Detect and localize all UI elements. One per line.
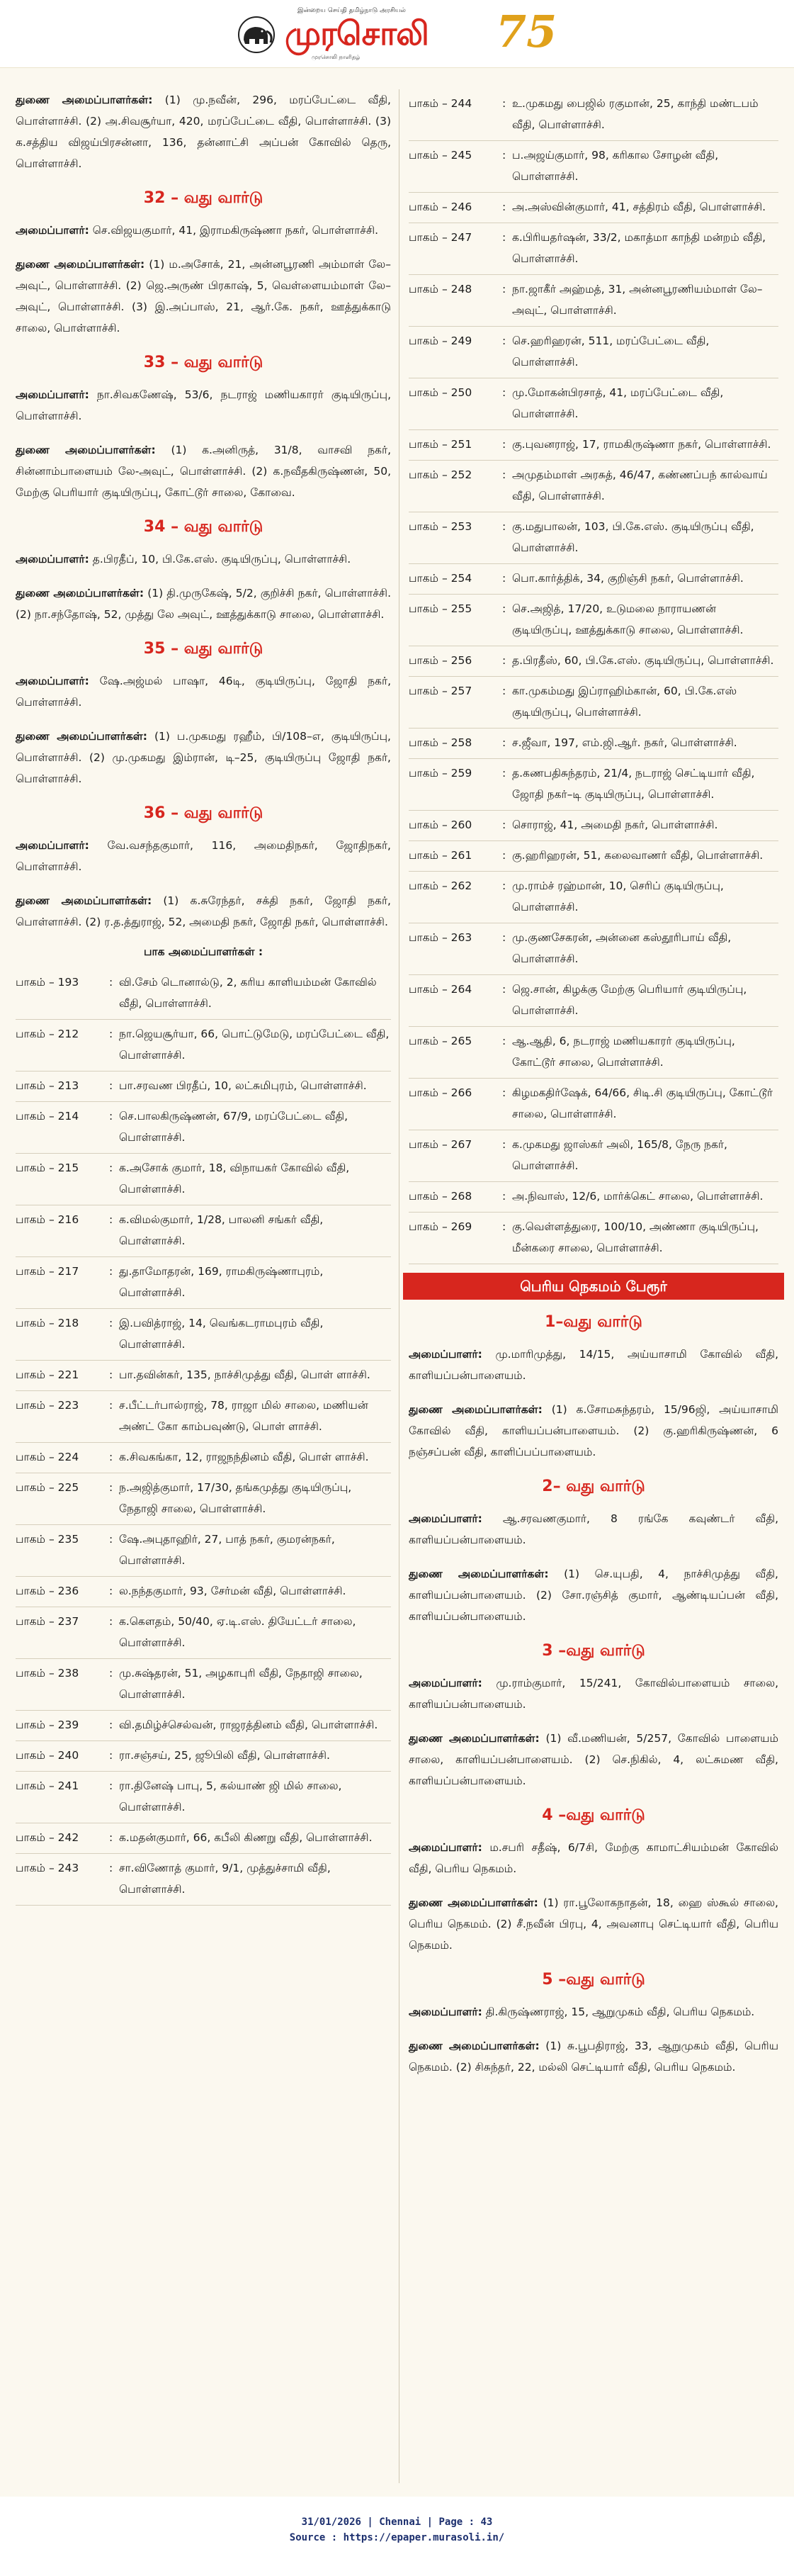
role-label: துணை அமைப்பாளர்கள்: bbox=[16, 730, 147, 743]
booth-number: பாகம் – 253 bbox=[409, 520, 472, 533]
appointment-paragraph bbox=[16, 835, 391, 877]
booth-entry bbox=[16, 1443, 391, 1473]
booth-entry bbox=[16, 1854, 391, 1906]
separator: : bbox=[109, 1533, 113, 1546]
appointee-details: (1) செ.யுபதி, 4, நாச்சிமுத்து வீதி, காளியப்பன்பாளையம். (2) சோ.ரஞ்சித் குமார், ஆண்டியப்பன் வீதி, காளியப்பன்பாளையம். bbox=[409, 1568, 778, 1623]
role-label: துணை அமைப்பாளர்கள்: bbox=[16, 258, 145, 271]
booth-appointee: மு.ராம்ச் ரஹ்மான், 10, செரிப் குடியிருப்பு, பொள்ளாச்சி. bbox=[512, 879, 724, 913]
booth-number: பாகம் – 243 bbox=[16, 1862, 79, 1874]
appointee-details: வே.வசந்தகுமார், 116, அமைதிநகர், ஜோதிநகர், பொள்ளாச்சி. bbox=[16, 839, 391, 873]
booth-appointee: அ.அஸ்வின்குமார், 41, சத்திரம் வீதி, பொள்ளாச்சி. bbox=[512, 201, 766, 213]
separator: : bbox=[502, 685, 506, 697]
booth-appointee: சொராஜ், 41, அமைதி நகர், பொள்ளாச்சி. bbox=[512, 819, 718, 831]
booth-number: பாகம் – 217 bbox=[16, 1265, 79, 1278]
article-body bbox=[0, 67, 794, 2497]
booth-appointee: பா.சரவண பிரதீப், 10, லட்சுமிபுரம், பொள்ளாச்சி. bbox=[119, 1079, 367, 1092]
separator: : bbox=[109, 1162, 113, 1174]
separator: : bbox=[502, 572, 506, 585]
appointee-details: (1) வீ.மணியன், 5/257, கோவில் பாளையம் சாலை, காளியப்பன்பாளையம். (2) செ.நிகில், 4, லட்சுமண வீதி, காளியப்பன்பாளையம். bbox=[409, 1732, 778, 1787]
separator: : bbox=[109, 1317, 113, 1329]
separator: : bbox=[502, 231, 506, 244]
booth-appointee: கு.ஹரிஹரன், 51, கலைவாணர் வீதி, பொள்ளாச்சி. bbox=[512, 849, 764, 862]
booth-number: பாகம் – 241 bbox=[16, 1779, 79, 1792]
booth-number: பாகம் – 261 bbox=[409, 849, 472, 862]
separator: : bbox=[109, 1749, 113, 1762]
booth-appointee: வி.தமிழ்ச்செல்வன், ராஜரத்தினம் வீதி, பொள்ளாச்சி. bbox=[119, 1719, 378, 1731]
appointment-paragraph bbox=[409, 2001, 778, 2023]
appointee-details: (1) தி.முருகேஷ், 5/2, குறிச்சி நகர், பொள்ளாச்சி. (2) நா.சந்தோஷ், 52, முத்து லே அவுட், ஊத்துக்காடு சாலை, பொள்ளாச்சி. bbox=[16, 587, 391, 621]
appointment-paragraph bbox=[16, 89, 391, 174]
page-footer bbox=[0, 2514, 794, 2557]
booth-entry bbox=[409, 1213, 778, 1264]
booth-number: பாகம் – 251 bbox=[409, 438, 472, 451]
booth-appointee: அமுதம்மாள் அரசுத், 46/47, கண்ணப்பந் கால்வாய் வீதி, பொள்ளாச்சி. bbox=[512, 468, 768, 502]
appointment-paragraph bbox=[16, 583, 391, 625]
ward-heading: 33 – வது வார்டு bbox=[143, 354, 263, 371]
booth-number: பாகம் – 221 bbox=[16, 1368, 79, 1381]
ward-heading: 34 – வது வார்டு bbox=[143, 518, 263, 536]
booth-number: பாகம் – 254 bbox=[409, 572, 472, 585]
booth-appointee: க.கௌதம், 50/40, ஏ.டி.எஸ். தியேட்டர் சாலை, பொள்ளாச்சி. bbox=[119, 1615, 356, 1649]
booth-appointee: அ.நிவாஸ், 12/6, மார்க்கெட் சாலை, பொள்ளாச்சி. bbox=[512, 1190, 764, 1203]
appointee-details: (1) சு.பூபதிராஜ், 33, ஆறுமுகம் வீதி, பெரிய நெகமம். (2) சிசுந்தர், 22, மல்லி செட்டியார் வீதி, பெரிய நெகமம். bbox=[409, 2040, 779, 2074]
separator: : bbox=[109, 1779, 113, 1792]
booth-entry bbox=[409, 378, 778, 430]
booth-appointee: ல.நந்தகுமார், 93, சேர்மன் வீதி, பொள்ளாச்சி. bbox=[119, 1585, 346, 1597]
role-label: துணை அமைப்பாளர்கள்: bbox=[409, 2040, 540, 2052]
booth-appointee: இ.பவித்ராஜ், 14, வெங்கடராமபுரம் வீதி, பொள்ளாச்சி. bbox=[119, 1317, 324, 1351]
booth-number: பாகம் – 260 bbox=[409, 819, 472, 831]
footer-date-page: 31/01/2026 | Chennai | Page : 43 bbox=[301, 2516, 493, 2528]
booth-entry bbox=[16, 1205, 391, 1257]
booth-number: பாகம் – 259 bbox=[409, 767, 472, 780]
appointment-paragraph bbox=[409, 1892, 778, 1956]
role-label: துணை அமைப்பாளர்கள்: bbox=[409, 1568, 549, 1580]
booth-entry bbox=[409, 975, 778, 1027]
booth-entry bbox=[409, 646, 778, 677]
ward-heading: 32 – வது வார்டு bbox=[143, 189, 263, 207]
role-label: துணை அமைப்பாளர்கள்: bbox=[409, 1403, 543, 1416]
appointee-details: (1) ரா.பூலோகநாதன், 18, ஹை ஸ்கூல் சாலை, பெரிய நெகமம். (2) சீ.நவீன் பிரபு, 4, அவனாபு செட்டியார் வீதி, பெரிய நெகமம். bbox=[409, 1896, 778, 1952]
booth-appointee: மு.சுஷ்தரன், 51, அழகாபுரி வீதி, நேதாஜி சாலை, பொள்ளாச்சி. bbox=[119, 1667, 363, 1701]
booth-entry bbox=[16, 1607, 391, 1659]
separator: : bbox=[502, 97, 506, 110]
booth-appointee: து.தாமோதரன், 169, ராமகிருஷ்ணாபுரம், பொள்ளாச்சி. bbox=[119, 1265, 324, 1299]
role-label: அமைப்பாளர்: bbox=[409, 2006, 482, 2018]
booth-entry bbox=[409, 1182, 778, 1213]
booth-entry bbox=[409, 1027, 778, 1079]
booth-entry bbox=[16, 1020, 391, 1072]
appointment-paragraph bbox=[16, 254, 391, 339]
elephant-emblem-icon bbox=[234, 16, 279, 54]
booth-entry bbox=[409, 759, 778, 811]
booth-appointee: பா.தவின்கர், 135, நாச்சிமுத்து வீதி, பொள் ளாச்சி. bbox=[119, 1368, 370, 1381]
booth-number: பாகம் – 250 bbox=[409, 386, 472, 399]
booth-number: பாகம் – 262 bbox=[409, 879, 472, 892]
separator: : bbox=[109, 1719, 113, 1731]
ward-heading: 4 –வது வார்டு bbox=[542, 1806, 645, 1824]
booth-number: பாகம் – 240 bbox=[16, 1749, 79, 1762]
separator: : bbox=[502, 1220, 506, 1233]
section-banner: பெரிய நெகமம் பேரூர் bbox=[403, 1273, 784, 1300]
booth-entry bbox=[409, 430, 778, 461]
booth-entry bbox=[16, 1741, 391, 1772]
separator: : bbox=[109, 1831, 113, 1844]
appointment-paragraph bbox=[409, 1399, 778, 1463]
booth-entry bbox=[16, 1711, 391, 1741]
booth-number: பாகம் – 216 bbox=[16, 1213, 79, 1226]
booth-appointee: பொ.கார்த்திக், 34, குறிஞ்சி நகர், பொள்ளாச்சி. bbox=[512, 572, 744, 585]
booth-entry bbox=[16, 1309, 391, 1361]
booth-number: பாகம் – 193 bbox=[16, 976, 79, 989]
booth-entry bbox=[16, 1473, 391, 1525]
booth-entry bbox=[409, 327, 778, 378]
booth-appointee: க.சிவகங்கா, 12, ராஜநந்தினம் வீதி, பொள் ளாச்சி. bbox=[119, 1451, 369, 1463]
booth-number: பாகம் – 238 bbox=[16, 1667, 79, 1680]
appointment-paragraph bbox=[16, 549, 391, 570]
booth-number: பாகம் – 248 bbox=[409, 283, 472, 296]
booth-number: பாகம் – 224 bbox=[16, 1451, 79, 1463]
booth-number: பாகம் – 252 bbox=[409, 468, 472, 481]
booth-appointee: கிழமகதிர்ஷேக், 64/66, சிடி.சி குடியிருப்பு, கோட்டூர் சாலை, பொள்ளாச்சி. bbox=[512, 1086, 773, 1120]
ward-heading: 3 –வது வார்டு bbox=[542, 1642, 645, 1660]
booth-appointee: மு.மோகன்பிரசாத், 41, மரப்பேட்டை வீதி, பொள்ளாச்சி. bbox=[512, 386, 724, 420]
appointment-paragraph bbox=[409, 1837, 778, 1879]
separator: : bbox=[502, 1086, 506, 1099]
booth-entry bbox=[409, 275, 778, 327]
booth-number: பாகம் – 258 bbox=[409, 736, 472, 749]
booth-number: பாகம் – 247 bbox=[409, 231, 472, 244]
booth-number: பாகம் – 255 bbox=[409, 602, 472, 615]
separator: : bbox=[109, 976, 113, 989]
booth-appointee: மு.குணசேகரன், அன்னை கஸ்தூரிபாய் வீதி, பொள்ளாச்சி. bbox=[512, 931, 732, 965]
role-label: துணை அமைப்பாளர்கள்: bbox=[409, 1896, 538, 1909]
separator: : bbox=[502, 602, 506, 615]
role-label: அமைப்பாளர்: bbox=[16, 224, 89, 237]
role-label: அமைப்பாளர்: bbox=[16, 839, 89, 852]
booth-appointee: ஆ.ஆதி, 6, நடராஜ் மணியகாரர் குடியிருப்பு, கோட்டூர் சாலை, பொள்ளாச்சி. bbox=[512, 1035, 735, 1069]
role-label: அமைப்பாளர்: bbox=[16, 388, 89, 401]
appointee-details: ஆ.சரவணகுமார், 8 ரங்கே கவுண்டர் வீதி, காளியப்பன்பாளையம். bbox=[409, 1512, 778, 1546]
booth-entry bbox=[409, 872, 778, 923]
booth-entry bbox=[16, 1154, 391, 1205]
role-label: துணை அமைப்பாளர்கள்: bbox=[16, 444, 156, 456]
separator: : bbox=[502, 819, 506, 831]
booth-appointee: செ.அஜித், 17/20, உடுமலை நாராயணன் குடியிருப்பு, ஊத்துக்காடு சாலை, பொள்ளாச்சி. bbox=[512, 602, 744, 636]
ward-heading: 35 – வது வார்டு bbox=[143, 640, 263, 658]
booth-appointee: கு.புவனராஜ், 17, ராமகிருஷ்ணா நகர், பொள்ளாச்சி. bbox=[512, 438, 771, 451]
left-column bbox=[16, 89, 391, 1906]
booth-appointee: ந.அஜித்குமார், 17/30, தங்கமுத்து குடியிருப்பு, நேதாஜி சாலை, பொள்ளாச்சி. bbox=[119, 1481, 352, 1515]
ward-heading: 36 – வது வார்டு bbox=[143, 804, 263, 822]
role-label: துணை அமைப்பாளர்கள்: bbox=[16, 587, 144, 600]
appointee-details: ஷே.அஜ்மல் பாஷா, 46டி, குடியிருப்பு, ஜோதி நகர், பொள்ளாச்சி. bbox=[16, 675, 391, 709]
separator: : bbox=[109, 1667, 113, 1680]
appointee-details: மு.ராம்குமார், 15/241, கோவில்பாளையம் சாலை, காளியப்பன்பாளையம். bbox=[409, 1677, 778, 1711]
booth-number: பாகம் – 245 bbox=[409, 149, 472, 162]
booth-appointee: செ.பாலகிருஷ்ணன், 67/9, மரப்பேட்டை வீதி, பொள்ளாச்சி. bbox=[119, 1110, 348, 1144]
booth-appointee: ரா.சஞ்சய், 25, ஜூபிலி வீதி, பொள்ளாச்சி. bbox=[119, 1749, 330, 1762]
booth-entry bbox=[16, 1772, 391, 1823]
booth-entry bbox=[409, 1079, 778, 1130]
booth-appointee: க.மதன்குமார், 66, கபீலி கிணறு வீதி, பொள்ளாச்சி. bbox=[119, 1831, 373, 1844]
booth-appointee: க.அசோக் குமார், 18, விநாயகர் கோவில் வீதி, பொள்ளாச்சி. bbox=[119, 1162, 350, 1196]
booth-number: பாகம் – 223 bbox=[16, 1399, 79, 1412]
role-label: துணை அமைப்பாளர்கள்: bbox=[16, 894, 152, 907]
booth-appointee: சா.விணோத் குமார், 9/1, முத்துச்சாமி வீதி, பொள்ளாச்சி. bbox=[119, 1862, 331, 1896]
booth-number: பாகம் – 239 bbox=[16, 1719, 79, 1731]
booth-entry bbox=[409, 461, 778, 512]
booth-appointee: ச.பீட்டர்பால்ராஜ், 78, ராஜா மில் சாலை, மணியன் அண்ட் கோ காம்பவுண்டு, பொள் ளாச்சி. bbox=[119, 1399, 368, 1433]
appointment-paragraph bbox=[409, 1563, 778, 1627]
booth-appointee: கு.வெள்ளத்துரை, 100/10, அண்ணா குடியிருப்பு, மீன்கரை சாலை, பொள்ளாச்சி. bbox=[512, 1220, 759, 1254]
appointment-paragraph bbox=[409, 1728, 778, 1792]
booth-entry bbox=[409, 811, 778, 841]
booth-entry bbox=[409, 512, 778, 564]
booth-entry bbox=[409, 564, 778, 595]
appointee-details: (1) க.சோமசுந்தரம், 15/96ஜி, அய்யாசாமி கோவில் வீதி, காளியப்பன்பாளையம். (2) கு.ஹரிகிருஷ்ணன், 6 நஞ்சப்பன் வீதி, காளிப்பப்பாளையம். bbox=[409, 1403, 778, 1458]
separator: : bbox=[109, 1481, 113, 1494]
booth-entry bbox=[409, 193, 778, 223]
booth-entry bbox=[16, 968, 391, 1020]
appointment-paragraph bbox=[16, 220, 391, 241]
booth-entry bbox=[16, 1072, 391, 1102]
booth-entry bbox=[16, 1361, 391, 1391]
appointment-paragraph bbox=[409, 1508, 778, 1551]
separator: : bbox=[502, 149, 506, 162]
booth-entry bbox=[409, 923, 778, 975]
separator: : bbox=[502, 654, 506, 667]
appointee-details: ம.சபரி சதீஷ், 6/7சி, மேற்கு காமாட்சியம்மன் கோவில் வீதி, பெரிய நெகமம். bbox=[409, 1841, 778, 1875]
booth-entry bbox=[16, 1102, 391, 1154]
booth-number: பாகம் – 214 bbox=[16, 1110, 79, 1123]
masthead-logo bbox=[234, 7, 567, 62]
booth-number: பாகம் – 215 bbox=[16, 1162, 79, 1174]
booth-number: பாகம் – 269 bbox=[409, 1220, 472, 1233]
anniversary-number: 75 bbox=[496, 6, 557, 57]
separator: : bbox=[109, 1079, 113, 1092]
ward-heading: 1–வது வார்டு bbox=[545, 1313, 642, 1331]
masthead-subtitle: முரசொலி நாளிதழ் bbox=[312, 54, 361, 60]
appointment-paragraph bbox=[409, 1672, 778, 1715]
appointment-paragraph bbox=[16, 726, 391, 789]
appointment-paragraph bbox=[16, 890, 391, 933]
booth-entry bbox=[409, 729, 778, 759]
booth-appointee: வி.சேம் டொனால்டு, 2, கரிய காளியம்மன் கோவில் வீதி, பொள்ளாச்சி. bbox=[119, 976, 377, 1010]
booth-number: பாகம் – 235 bbox=[16, 1533, 79, 1546]
booth-number: பாகம் – 263 bbox=[409, 931, 472, 944]
booth-entry bbox=[409, 595, 778, 646]
separator: : bbox=[502, 931, 506, 944]
appointment-paragraph bbox=[409, 2035, 778, 2078]
separator: : bbox=[502, 767, 506, 780]
separator: : bbox=[502, 468, 506, 481]
role-label: அமைப்பாளர்: bbox=[16, 553, 89, 566]
appointment-paragraph bbox=[409, 1344, 778, 1386]
separator: : bbox=[502, 334, 506, 347]
booth-number: பாகம் – 237 bbox=[16, 1615, 79, 1628]
masthead-title: முரசொலி bbox=[285, 14, 429, 52]
role-label: அமைப்பாளர்: bbox=[409, 1348, 482, 1361]
booth-appointee: த.கணபதிசுந்தரம், 21/4, நடராஜ் செட்டியார் வீதி, ஜோதி நகர்–டி குடியிருப்பு, பொள்ளாச்சி. bbox=[512, 767, 755, 801]
booth-entry bbox=[16, 1577, 391, 1607]
separator: : bbox=[502, 849, 506, 862]
booth-number: பாகம் – 225 bbox=[16, 1481, 79, 1494]
appointee-details: தி.கிருஷ்ணராஜ், 15, ஆறுமுகம் வீதி, பெரிய நெகமம். bbox=[482, 2006, 755, 2018]
booth-entry bbox=[16, 1391, 391, 1443]
booth-appointee: ஷே.அபுதாஹிர், 27, பாத் நகர், குமரன்நகர், பொள்ளாச்சி. bbox=[119, 1533, 335, 1567]
booth-number: பாகம் – 256 bbox=[409, 654, 472, 667]
booth-appointee: ப.அஜய்குமார், 98, கரிகால சோழன் வீதி, பொள்ளாச்சி. bbox=[512, 149, 719, 183]
booth-appointee: கா.முகம்மது இப்ராஹிம்கான், 60, பி.கே.எஸ் குடியிருப்பு, பொள்ளாச்சி. bbox=[512, 685, 737, 719]
appointee-details: செ.விஜயகுமார், 41, இராமகிருஷ்ணா நகர், பொள்ளாச்சி. bbox=[89, 224, 379, 237]
appointee-details: (1) க.அனிருத், 31/8, வாசவி நகர், சின்னாம்பாளையம் லே-அவுட், பொள்ளாச்சி. (2) க.நவீதகிருஷ்ணன், 50, மேற்கு பெரியார் குடியிருப்பு, கோட்டூர் சாலை, கோவை. bbox=[16, 444, 391, 499]
booth-entry bbox=[409, 1130, 778, 1182]
separator: : bbox=[109, 1862, 113, 1874]
masthead-tagline: இன்றைய செய்தி தமிழ்நாடு அரசியல் bbox=[297, 7, 406, 14]
booth-entry bbox=[409, 677, 778, 729]
booth-appointee: நா.ஜெயசூர்யா, 66, பொட்டுமேடு, மரப்பேட்டை வீதி, பொள்ளாச்சி. bbox=[119, 1028, 390, 1062]
booth-entry bbox=[16, 1525, 391, 1577]
separator: : bbox=[502, 1035, 506, 1047]
booth-appointee: ரா.தினேஷ் பாபு, 5, கல்யாண் ஜி மில் சாலை, பொள்ளாச்சி. bbox=[119, 1779, 342, 1813]
appointee-details: (1) க.சுரேந்தர், சக்தி நகர், ஜோதி நகர், பொள்ளாச்சி. (2) ர.த.த்துராஜ், 52, அமைதி நகர், ஜோதி நகர், பொள்ளாச்சி. bbox=[16, 894, 391, 928]
booth-number: பாகம் – 242 bbox=[16, 1831, 79, 1844]
appointee-details: த.பிரதீப், 10, பி.கே.எஸ். குடியிருப்பு, பொள்ளாச்சி. bbox=[89, 553, 351, 566]
right-column bbox=[409, 89, 778, 2091]
separator: : bbox=[502, 438, 506, 451]
booth-entry bbox=[409, 89, 778, 141]
booth-number: பாகம் – 264 bbox=[409, 983, 472, 996]
booth-entry bbox=[409, 223, 778, 275]
masthead bbox=[0, 0, 794, 67]
booth-appointee: ச.ஜீவா, 197, எம்.ஜி.ஆர். நகர், பொள்ளாச்சி. bbox=[512, 736, 737, 749]
booth-number: பாகம் – 266 bbox=[409, 1086, 472, 1099]
booth-number: பாகம் – 257 bbox=[409, 685, 472, 697]
separator: : bbox=[109, 1265, 113, 1278]
booth-number: பாகம் – 246 bbox=[409, 201, 472, 213]
booth-appointee: க.பிரியதர்ஷன், 33/2, மகாத்மா காந்தி மன்றம் வீதி, பொள்ளாச்சி. bbox=[512, 231, 766, 265]
booth-appointee: த.பிரதீஸ், 60, பி.கே.எஸ். குடியிருப்பு, பொள்ளாச்சி. bbox=[512, 654, 774, 667]
separator: : bbox=[109, 1028, 113, 1040]
separator: : bbox=[502, 386, 506, 399]
appointee-details: மு.மாரிமுத்து, 14/15, அய்யாசாமி கோவில் வீதி, காளியப்பன்பாளையம். bbox=[409, 1348, 778, 1382]
booth-entry bbox=[16, 1257, 391, 1309]
appointment-paragraph bbox=[16, 439, 391, 503]
appointment-paragraph bbox=[16, 670, 391, 713]
separator: : bbox=[109, 1451, 113, 1463]
booth-appointee: ஜெ.சான், கிழக்கு மேற்கு பெரியார் குடியிருப்பு, பொள்ளாச்சி. bbox=[512, 983, 747, 1017]
section-subheading: பாக அமைப்பாளர்கள் : bbox=[143, 945, 263, 958]
role-label: அமைப்பாளர்: bbox=[409, 1512, 482, 1525]
ward-heading: 2– வது வார்டு bbox=[542, 1478, 645, 1495]
booth-number: பாகம் – 268 bbox=[409, 1190, 472, 1203]
ward-heading: 5 –வது வார்டு bbox=[542, 1971, 645, 1989]
separator: : bbox=[109, 1615, 113, 1628]
separator: : bbox=[502, 736, 506, 749]
appointee-details: (1) ப.முகமது ரஹீம், பி/108–எ, குடியிருப்பு, பொள்ளாச்சி. (2) மு.முகமது இம்ரான், டி–25, குடியிருப்பு ஜோதி நகர், பொள்ளாச்சி. bbox=[16, 730, 391, 785]
separator: : bbox=[502, 520, 506, 533]
separator: : bbox=[502, 1138, 506, 1151]
separator: : bbox=[502, 201, 506, 213]
separator: : bbox=[502, 983, 506, 996]
booth-number: பாகம் – 213 bbox=[16, 1079, 79, 1092]
role-label: அமைப்பாளர்: bbox=[409, 1841, 482, 1854]
anniversary-badge bbox=[496, 6, 557, 62]
booth-number: பாகம் – 267 bbox=[409, 1138, 472, 1151]
booth-entry bbox=[16, 1659, 391, 1711]
booth-appointee: உ.முகமது பைஜில் ரகுமான், 25, காந்தி மண்டபம் வீதி, பொள்ளாச்சி. bbox=[512, 97, 759, 131]
separator: : bbox=[109, 1213, 113, 1226]
separator: : bbox=[109, 1399, 113, 1412]
booth-appointee: க.விமல்குமார், 1/28, பாலனி சங்கர் வீதி, பொள்ளாச்சி. bbox=[119, 1213, 324, 1247]
appointment-paragraph bbox=[16, 384, 391, 427]
booth-number: பாகம் – 212 bbox=[16, 1028, 79, 1040]
appointee-details: நா.சிவகணேஷ், 53/6, நடராஜ் மணியகாரர் குடியிருப்பு, பொள்ளாச்சி. bbox=[16, 388, 391, 422]
booth-appointee: செ.ஹரிஹரன், 511, மரப்பேட்டை வீதி, பொள்ளாச்சி. bbox=[512, 334, 710, 369]
booth-entry bbox=[409, 841, 778, 872]
booth-number: பாகம் – 249 bbox=[409, 334, 472, 347]
booth-number: பாகம் – 265 bbox=[409, 1035, 472, 1047]
separator: : bbox=[109, 1110, 113, 1123]
booth-number: பாகம் – 244 bbox=[409, 97, 472, 110]
footer-source: Source : https://epaper.murasoli.in/ bbox=[289, 2532, 505, 2543]
booth-appointee: நா.ஜாகீர் அஹ்மத், 31, அன்னபூரணியம்மாள் லே–அவுட், பொள்ளாச்சி. bbox=[512, 283, 763, 317]
booth-number: பாகம் – 218 bbox=[16, 1317, 79, 1329]
role-label: துணை அமைப்பாளர்கள்: bbox=[16, 94, 153, 106]
role-label: அமைப்பாளர்: bbox=[409, 1677, 482, 1689]
separator: : bbox=[502, 283, 506, 296]
booth-entry bbox=[16, 1823, 391, 1854]
booth-appointee: க.முகமது ஜாஸ்கர் அலி, 165/8, நேரு நகர், பொள்ளாச்சி. bbox=[512, 1138, 727, 1172]
separator: : bbox=[502, 879, 506, 892]
appointee-details: (1) மு.நவீன், 296, மரப்பேட்டை வீதி, பொள்ளாச்சி. (2) அ.சிவசூர்யா, 420, மரப்பேட்டை வீதி, பொள்ளாச்சி. (3) க.சத்திய விஜய்பிரசன்னா, 136, தன்னாட்சி அப்பன் கோவில் தெரு, பொள்ளாச்சி. bbox=[16, 94, 391, 170]
booth-number: பாகம் – 236 bbox=[16, 1585, 79, 1597]
role-label: அமைப்பாளர்: bbox=[16, 675, 89, 687]
separator: : bbox=[502, 1190, 506, 1203]
role-label: துணை அமைப்பாளர்கள்: bbox=[409, 1732, 540, 1745]
booth-entry bbox=[409, 141, 778, 193]
separator: : bbox=[109, 1585, 113, 1597]
booth-appointee: கு.மதுபாலன், 103, பி.கே.எஸ். குடியிருப்பு வீதி, பொள்ளாச்சி. bbox=[512, 520, 754, 554]
appointee-details: (1) ம.அசோக், 21, அன்னபூரணி அம்மாள் லே–அவுட், பொள்ளாச்சி. (2) ஜெ.அருண் பிரகாஷ், 5, வெள்ளையம்மாள் லே–அவுட், பொள்ளாச்சி. (3) இ.அப்பாஸ், 21, ஆர்.கே. நகர், ஊத்துக்காடு சாலை, பொள்ளாச்சி. bbox=[16, 258, 392, 334]
separator: : bbox=[109, 1368, 113, 1381]
